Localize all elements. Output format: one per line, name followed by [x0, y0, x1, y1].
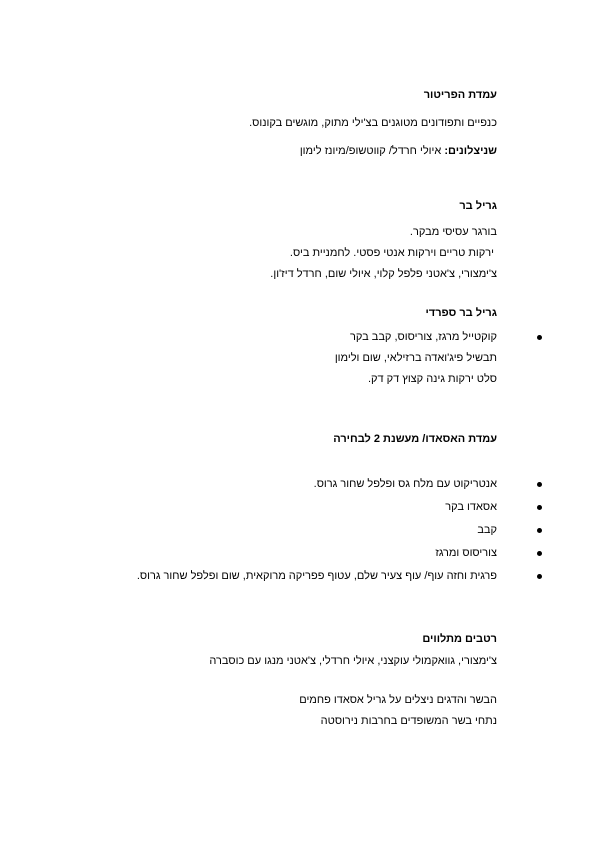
- asado-item: אסאדו בקר: [445, 501, 497, 513]
- bullet-icon: [537, 482, 542, 487]
- bullet-icon: [537, 574, 542, 579]
- asado-item: צוריסוס ומרגז: [435, 547, 497, 559]
- bullet-icon: [537, 551, 542, 556]
- sauces-title: רטבים מתלווים: [422, 633, 497, 645]
- asado-item: קבב: [477, 524, 497, 536]
- bullet-icon: [537, 528, 542, 533]
- frier-station-description: כנפיים ותפודונים מטוגנים בצ'ילי מתוק, מוגשים בקונוס.: [249, 117, 497, 129]
- dips-text: איולי חרדל/ קווטשופ/מיונז לימון: [299, 145, 445, 157]
- grill-bar-line: בורגר עסיסי מבקר.: [409, 226, 497, 238]
- spanish-grill-title: גריל בר ספרדי: [425, 307, 497, 319]
- asado-item: אנטריקוט עם מלח גס ופלפל שחור גרוס.: [313, 478, 497, 490]
- note-line: הבשר והדגים ניצלים על גריל אסאדו פחמים: [299, 694, 497, 706]
- dips-label: שניצלונים:: [444, 145, 497, 157]
- asado-station-title: עמדת האסאדו/ מעשנת 2 לבחירה: [333, 433, 497, 445]
- spanish-grill-line: קוקטייל מרגז, צוריסוס, קבב בקר: [349, 331, 497, 343]
- spanish-grill-line: תבשיל פיג'ואדה ברזילאי, שום ולימון: [334, 352, 497, 364]
- grill-bar-line: ירקות טריים וירקות אנטי פסטי. לחמניית ביס.: [289, 247, 494, 259]
- sauces-text: צ'ימצורי, גוואקמולי עוקצני, איולי חרדלי, צ'אטני מנגו עם כוסברה: [209, 655, 497, 667]
- grill-bar-line: צ'ימצורי, צ'אטני פלפל קלוי, איולי שום, חרדל דיז'ון.: [270, 268, 497, 280]
- spanish-grill-line: סלט ירקות גינה קצוץ דק דק.: [367, 373, 497, 385]
- grill-bar-title: גריל בר: [459, 200, 497, 212]
- asado-item: פרגית וחזה עוף/ עוף צעיר שלם, עטוף פפריקה מרוקאית, שום ופלפל שחור גרוס.: [136, 570, 497, 582]
- bullet-icon: [537, 335, 542, 340]
- frier-station-title: עמדת הפריטור: [423, 89, 497, 101]
- note-line: נתחי בשר המשופדים בחרבות נירוסטה: [320, 715, 497, 727]
- bullet-icon: [537, 505, 542, 510]
- frier-station-dips: [300, 144, 497, 158]
